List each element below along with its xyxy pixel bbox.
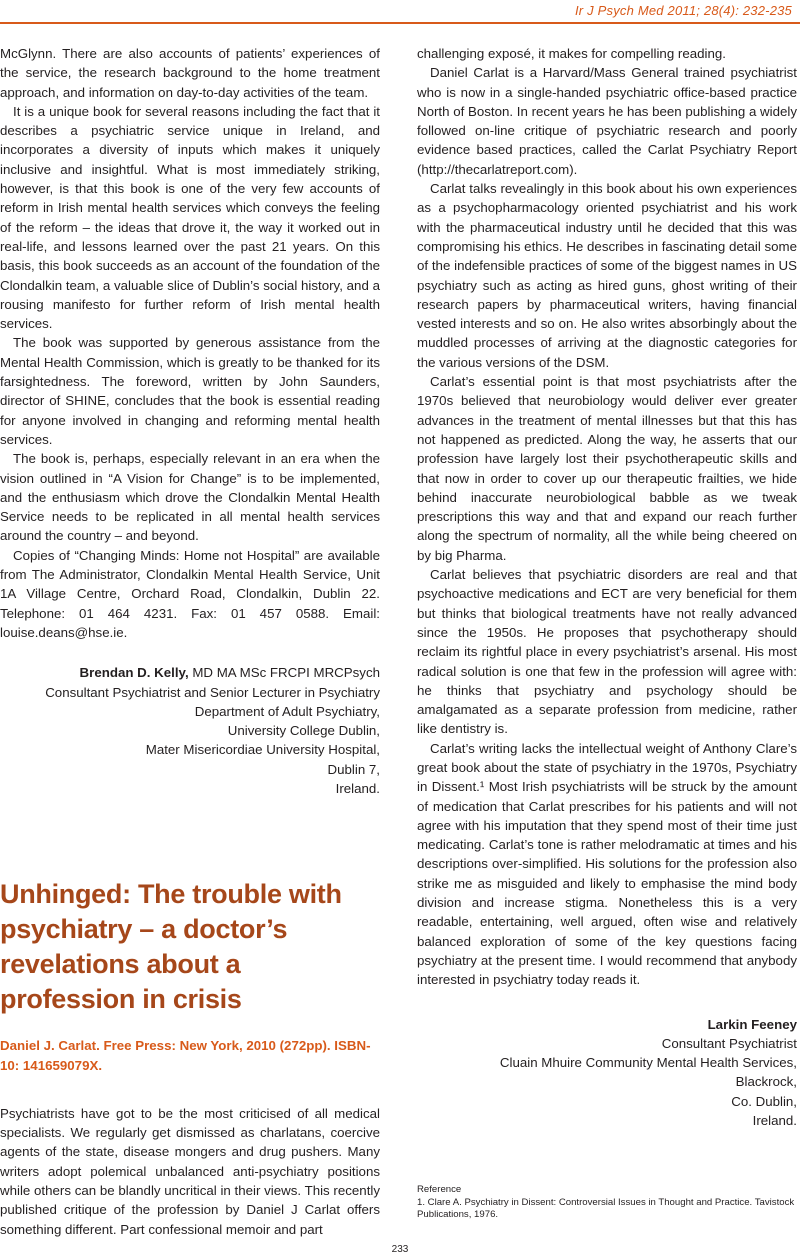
reviewer-affiliation: Blackrock,: [735, 1074, 797, 1090]
body-paragraph: It is a unique book for several reasons including the fact that it describes a psychiatric service unique in Ireland, and incorporates a diversity of inputs which makes it uniquely inclusive and insightful. What is most immediately striking, however, is that this book is one of the very few accounts of reform in Irish mental health services which conveys the feeling of the reform – the ideas that drove it, the way it worked out in real-life, and lessons learned over the past 21 years. On this basis, this book succeeds as an account of the foundation of the Clondalkin team, a valuable slice of Dublin’s social history, and a rousing manifesto for further reform of Irish mental health services.: [0, 103, 380, 332]
running-header: [0, 0, 800, 22]
reviewer-affiliation: Department of Adult Psychiatry,: [194, 703, 380, 719]
body-paragraph: Psychiatrists have got to be the most criticised of all medical specialists. We regularly get dismissed as charlatans, coercive agents of the state, disease mongers and drug pushers. Many writers adopt polemical unbalanced anti-psychiatry positions while others can be blandly uncritical in their views. This recently published critique of the profession by Daniel J Carlat offers something different. Part confessional memoir and part: [0, 1105, 380, 1237]
journal-citation: Ir J Psych Med 2011; 28(4): 232-235: [574, 3, 792, 18]
references-section: [417, 1184, 797, 1222]
left-column: [0, 44, 380, 1239]
body-paragraph: The book is, perhaps, especially relevant in an era when the vision outlined in “A Vision for Change” is to be implemented, and the enthusiasm which drove the Clondalkin Mental Health Service needs to be replicated in all mental health services around the country – and beyond.: [0, 451, 380, 544]
body-paragraph: Carlat’s essential point is that most psychiatrists after the 1970s believed that neurobiology would deliver ever greater advances in the treatment of mental illnesses but that this has not happened as predicted. Along the way, he asserts that our profession have largely lost their psychotherapeutic skills and that now in order to cover up our therapeutic frailties, we hide behind inaccurate neurobiological babble as we tweak prescriptions this way and that and expand our reach further along the spectrum of normality, all the while being cheered on by big Pharma.: [417, 374, 797, 563]
book-details: Daniel J. Carlat. Free Press: New York, 2010 (272pp). ISBN-10: 141659079X.: [0, 1038, 371, 1073]
reviewer-credentials: MD MA MSc FRCPI MRCPsych: [188, 665, 380, 681]
body-paragraph: The book was supported by generous assistance from the Mental Health Commission, which is greatly to be thanked for its farsightedness. The foreword, written by John Saunders, director of SHINE, concludes that the book is essential reading for anyone involved in changing and reforming mental health services.: [0, 335, 380, 447]
body-paragraph: Carlat’s writing lacks the intellectual weight of Anthony Clare’s great book about the state of psychiatry in the 1970s, Psychiatry in Dissent.¹ Most Irish psychiatrists will be struck by the amount of medication that Carlat prescribes for his patients and will not agree with his imputation that they spend most of their time just medicating. Carlat’s tone is rather melodramatic at times and his descriptions over-simplified. His solutions for the profession also strike me as misguided and likely to emphasise the mind body division and increase stigma. Nonetheless this is a very readable, entertaining, well argued, often wise and relatively balanced exploration of some of the key questions facing psychiatry at the present time. I would recommend that anybody interested in psychiatry today reads it.: [417, 740, 797, 988]
reference-item: 1. Clare A. Psychiatry in Dissent: Controversial Issues in Thought and Practice. Tavistock Publications, 1976.: [417, 1196, 795, 1220]
reviewer-affiliation: Ireland.: [335, 780, 380, 796]
reviewer-affiliation: Cluain Mhuire Community Mental Health Services,: [499, 1055, 797, 1071]
reviewer-affiliation: Mater Misericordiae University Hospital,: [145, 742, 380, 758]
body-paragraph: Carlat talks revealingly in this book about his own experiences as a psychopharmacology oriented psychiatrist and his work with the pharmaceutical industry until he decided that this was compromising his ethics. He describes in fascinating detail some of the indefensible practices of some of the biggest names in US psychiatry such as acting as hired guns, ghost writing of their research papers by pharmaceutical writers, having financial vested interests and so on. He also writes absorbingly about the muddled processes of arriving at the diagnostic categories for the various versions of the DSM.: [417, 181, 797, 370]
reviewer-affiliation: Consultant Psychiatrist: [661, 1035, 797, 1051]
reviewer-name: Brendan D. Kelly,: [79, 665, 189, 681]
right-column: [417, 44, 797, 1130]
reviewer-name: Larkin Feeney: [707, 1016, 797, 1032]
reviewer-signature: [0, 663, 380, 798]
reviewer-affiliation: Consultant Psychiatrist and Senior Lecturer in Psychiatry: [45, 684, 380, 700]
body-paragraph: challenging exposé, it makes for compelling reading.: [417, 46, 726, 61]
body-paragraph: McGlynn. There are also accounts of patients’ experiences of the service, the research background to the home treatment approach, and information on day-to-day activities of the team.: [0, 46, 380, 100]
body-paragraph: Carlat believes that psychiatric disorders are real and that psychoactive medications and ECT are very beneficial for them but thinks that biological treatments have not really advanced since the 1950s. He proposes that psychotherapy should reclaim its rightful place in every psychiatrist’s arsenal. His most radical solution is one that few in the profession will agree with: he thinks that psychiatry and psychology should be amalgamated as a separate profession from medicine, rather like dentistry is.: [417, 567, 797, 737]
reviewer-affiliation: University College Dublin,: [227, 723, 380, 739]
review-title: Unhinged: The trouble with psychiatry – a doctor’s revelations about a profession in crisis: [0, 879, 342, 1015]
body-paragraph: Daniel Carlat is a Harvard/Mass General trained psychiatrist who is now in a single-handed psychiatric office-based practice North of Boston. In recent years he has been publishing a widely followed on-line critique of psychiatric research and poorly evidence based practices, called the Carlat Psychiatry Report (http://thecarlatreport.com).: [417, 65, 797, 177]
reviewer-affiliation: Ireland.: [752, 1113, 797, 1129]
reviewer-signature: [417, 1015, 797, 1131]
page-number: 233: [391, 1244, 409, 1255]
body-paragraph: Copies of “Changing Minds: Home not Hospital” are available from The Administrator, Clondalkin Mental Health Service, Unit 1A Village Centre, Orchard Road, Clondalkin, Dublin 22. Telephone: 01 464 4231. Fax: 01 457 0588. Email: louise.deans@hse.ie.: [0, 547, 380, 640]
references-heading: Reference: [417, 1184, 462, 1195]
reviewer-name-line: [0, 663, 380, 682]
reviewer-affiliation: Co. Dublin,: [731, 1093, 797, 1109]
header-rule: [0, 22, 800, 24]
reviewer-affiliation: Dublin 7,: [327, 761, 380, 777]
